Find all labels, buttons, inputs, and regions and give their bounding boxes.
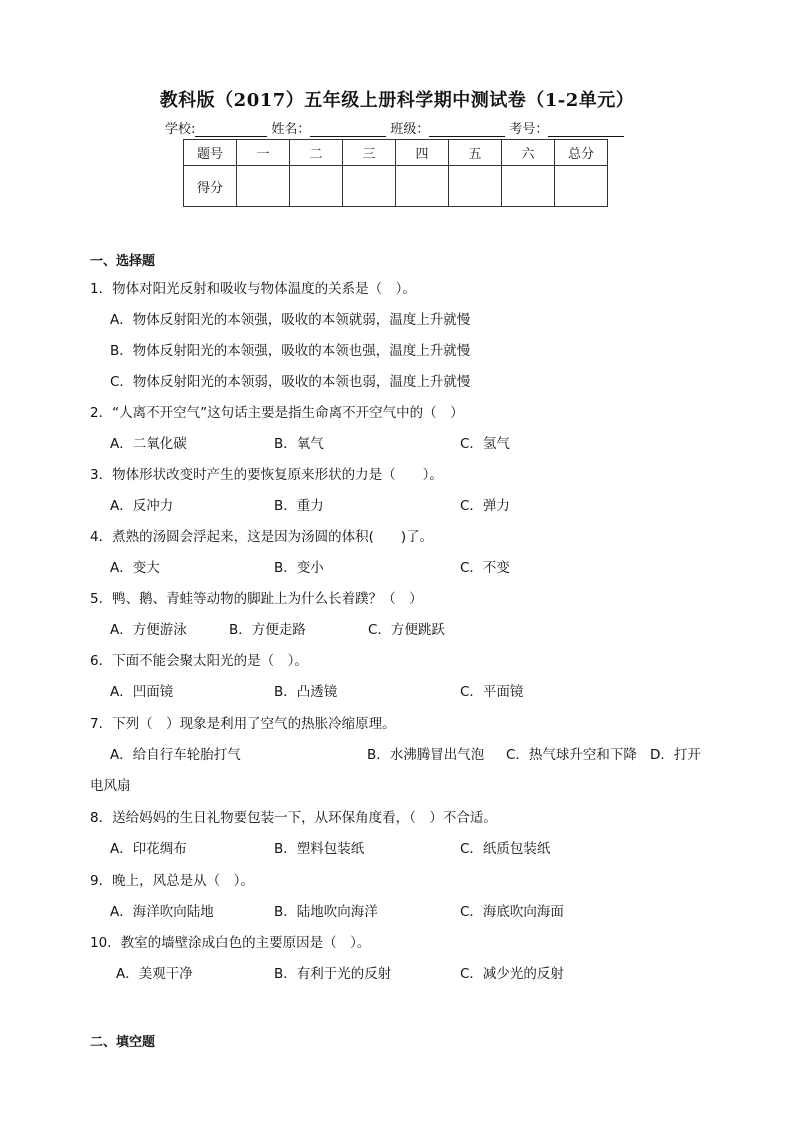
question-1: 1．物体对阳光反射和吸收与物体温度的关系是（ ）。 xyxy=(90,281,416,297)
q2-option-b: B．氧气 xyxy=(274,436,324,452)
q10-option-a: A．美观干净 xyxy=(116,966,193,982)
q1-option-c: C．物体反射阳光的本领弱，吸收的本领也弱，温度上升就慢 xyxy=(110,374,471,390)
exam-no-blank[interactable] xyxy=(548,123,624,137)
question-6: 6．下面不能会聚太阳光的是（ ）。 xyxy=(90,653,308,669)
student-info-line xyxy=(165,118,628,137)
q1-option-b: B．物体反射阳光的本领强，吸收的本领也强，温度上升就慢 xyxy=(110,343,471,359)
score-header-cell: 二 xyxy=(290,140,343,166)
q10-option-c: C．减少光的反射 xyxy=(460,966,564,982)
q3-option-b: B．重力 xyxy=(274,498,324,514)
question-5: 5．鸭、鹅、青蛙等动物的脚趾上为什么长着蹼？（ ） xyxy=(90,591,423,607)
class-label: 班级： xyxy=(390,122,430,137)
score-row-label: 得分 xyxy=(184,166,237,207)
score-cell[interactable] xyxy=(290,166,343,207)
question-8: 8．送给妈妈的生日礼物要包装一下，从环保角度看，（ ）不合适。 xyxy=(90,810,497,826)
class-blank[interactable] xyxy=(429,123,505,137)
q8-option-c: C．纸质包装纸 xyxy=(460,841,551,857)
score-cell[interactable] xyxy=(396,166,449,207)
q10-option-b: B．有利于光的反射 xyxy=(274,966,392,982)
q9-option-b: B．陆地吹向海洋 xyxy=(274,904,378,920)
score-table-score-row xyxy=(184,166,608,207)
score-header-cell: 总分 xyxy=(555,140,608,166)
question-2: 2．“人离不开空气”这句话主要是指生命离不开空气中的（ ） xyxy=(90,405,464,421)
score-header-cell: 一 xyxy=(237,140,290,166)
q3-option-a: A．反冲力 xyxy=(110,498,174,514)
exam-no-label: 考号： xyxy=(509,122,549,137)
q8-option-b: B．塑料包装纸 xyxy=(274,841,365,857)
q6-option-a: A．凹面镜 xyxy=(110,684,174,700)
q2-option-a: A．二氧化碳 xyxy=(110,436,187,452)
score-table xyxy=(183,139,608,207)
score-header-cell: 题号 xyxy=(184,140,237,166)
score-table-header-row xyxy=(184,140,608,166)
score-cell[interactable] xyxy=(555,166,608,207)
question-10: 10．教室的墙壁涂成白色的主要原因是（ ）。 xyxy=(90,935,371,951)
section-heading-fill-blank: 二、填空题 xyxy=(90,1035,156,1050)
score-header-cell: 五 xyxy=(449,140,502,166)
page-title: 教科版（2017）五年级上册科学期中测试卷（1-2单元） xyxy=(159,90,635,111)
q9-option-c: C．海底吹向海面 xyxy=(460,904,564,920)
score-header-cell: 三 xyxy=(343,140,396,166)
school-label: 学校: xyxy=(165,122,196,137)
name-blank[interactable] xyxy=(310,123,386,137)
score-cell[interactable] xyxy=(343,166,396,207)
score-cell[interactable] xyxy=(502,166,555,207)
q7-option-a: A．给自行车轮胎打气 xyxy=(110,747,241,763)
question-3: 3．物体形状改变时产生的要恢复原来形状的力是（ ）。 xyxy=(90,467,443,483)
q4-option-b: B．变小 xyxy=(274,560,324,576)
school-blank[interactable] xyxy=(195,123,267,137)
q6-option-c: C．平面镜 xyxy=(460,684,524,700)
q3-option-c: C．弹力 xyxy=(460,498,510,514)
q7-option-d: D．打开 xyxy=(650,747,701,763)
q7-option-c: C．热气球升空和下降 xyxy=(506,747,637,763)
score-cell[interactable] xyxy=(237,166,290,207)
q2-option-c: C．氢气 xyxy=(460,436,510,452)
question-7: 7．下列（ ）现象是利用了空气的热胀冷缩原理。 xyxy=(90,716,396,732)
q9-option-a: A．海洋吹向陆地 xyxy=(110,904,214,920)
section-heading-choice: 一、选择题 xyxy=(90,254,156,269)
score-header-cell: 四 xyxy=(396,140,449,166)
q4-option-a: A．变大 xyxy=(110,560,160,576)
score-cell[interactable] xyxy=(449,166,502,207)
q5-option-c: C．方便跳跃 xyxy=(368,622,445,638)
question-4: 4．煮熟的汤圆会浮起来，这是因为汤圆的体积( )了。 xyxy=(90,529,434,545)
score-header-cell: 六 xyxy=(502,140,555,166)
name-label: 姓名： xyxy=(271,122,311,137)
question-9: 9．晚上，风总是从（ ）。 xyxy=(90,873,254,889)
q4-option-c: C．不变 xyxy=(460,560,510,576)
q7-option-d-continued: 电风扇 xyxy=(90,778,131,794)
q1-option-a: A．物体反射阳光的本领强，吸收的本领就弱，温度上升就慢 xyxy=(110,312,471,328)
q5-option-b: B．方便走路 xyxy=(229,622,306,638)
q6-option-b: B．凸透镜 xyxy=(274,684,338,700)
q5-option-a: A．方便游泳 xyxy=(110,622,187,638)
q8-option-a: A．印花绸布 xyxy=(110,841,187,857)
q7-option-b: B．水沸腾冒出气泡 xyxy=(367,747,485,763)
